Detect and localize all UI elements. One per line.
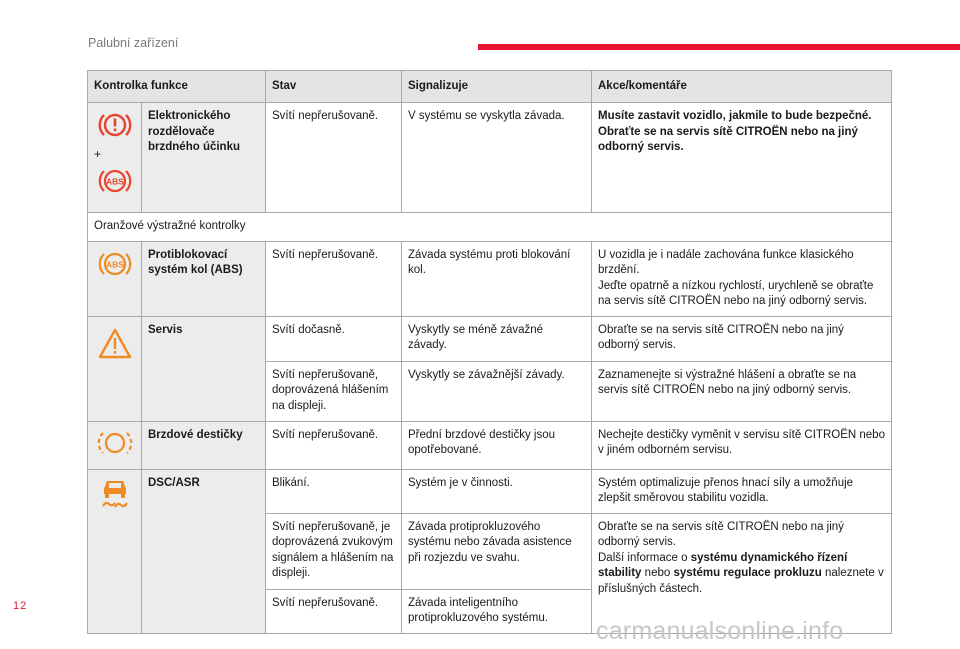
column-header: Akce/komentáře bbox=[592, 71, 892, 103]
svg-text:ABS: ABS bbox=[105, 176, 124, 187]
column-header: Stav bbox=[266, 71, 402, 103]
lamp-state: Blikání. bbox=[266, 469, 402, 513]
svg-text:ABS: ABS bbox=[105, 259, 124, 269]
section-row bbox=[88, 213, 892, 242]
table-row bbox=[88, 469, 892, 513]
abs-icon bbox=[97, 248, 133, 280]
lamp-signal: Závada inteligentního protiprokluzového systému. bbox=[402, 589, 592, 633]
watermark: carmanualsonline.info bbox=[596, 617, 844, 645]
lamp-state: Svítí nepřerušovaně, je doprovázená zvukovým signálem a hlášením na displeji. bbox=[266, 513, 402, 589]
lamp-signal: V systému se vyskytla závada. bbox=[402, 103, 592, 213]
brake-warning-icon bbox=[97, 109, 133, 141]
lamp-state: Svítí nepřerušovaně, doprovázená hlášením na displeji. bbox=[266, 361, 402, 421]
action-line: U vozidla je i nadále zachována funkce klasického brzdění. bbox=[598, 248, 854, 276]
lamp-name: Protiblokovací systém kol (ABS) bbox=[142, 241, 266, 316]
lamp-action bbox=[592, 513, 892, 633]
action-text: Další informace o bbox=[598, 551, 688, 564]
icon-cell bbox=[88, 469, 142, 633]
lamp-signal: Vyskytly se závažnější závady. bbox=[402, 361, 592, 421]
lamp-action: Systém optimalizuje přenos hnací síly a umožňuje zlepšit směrovou stabilitu vozidla. bbox=[592, 469, 892, 513]
lamp-signal: Závada protiprokluzového systému nebo závada asistence při rozjezdu ve svahu. bbox=[402, 513, 592, 589]
lamp-name: Servis bbox=[142, 316, 266, 421]
action-line: Obraťte se na servis sítě CITROËN nebo na jiný odborný servis. bbox=[598, 520, 844, 548]
action-line: Jeďte opatrně a nízkou rychlostí, urychleně se obraťte na servis sítě CITROËN nebo na jiný odborný servis. bbox=[598, 279, 874, 307]
action-text: nebo bbox=[644, 567, 671, 579]
lamp-action: Musíte zastavit vozidlo, jakmile to bude bezpečné. Obraťte se na servis sítě CITROËN nebo na jiný odborný servis. bbox=[592, 103, 892, 213]
lamp-action: Nechejte destičky vyměnit v servisu sítě CITROËN nebo v jiném odborném servisu. bbox=[592, 421, 892, 469]
lamp-signal: Závada systému proti blokování kol. bbox=[402, 241, 592, 316]
table-row bbox=[88, 241, 892, 316]
brake-pads-icon bbox=[97, 428, 133, 458]
lamp-state: Svítí dočasně. bbox=[266, 316, 402, 361]
abs-icon bbox=[97, 165, 133, 197]
lamp-action: Zaznamenejte si výstražné hlášení a obraťte se na servis sítě CITROËN nebo na jiný odborný servis. bbox=[592, 361, 892, 421]
page-number: 12 bbox=[13, 600, 28, 612]
lamp-state: Svítí nepřerušovaně. bbox=[266, 589, 402, 633]
service-warning-triangle-icon bbox=[97, 327, 133, 361]
table-row bbox=[88, 103, 892, 213]
action-text-bold: systému dynamického řízení stability bbox=[598, 551, 848, 579]
lamp-name: Brzdové destičky bbox=[142, 421, 266, 469]
table-row bbox=[88, 316, 892, 361]
action-text: naleznete v příslušných částech. bbox=[598, 567, 884, 595]
icon-cell bbox=[88, 316, 142, 421]
lamp-state: Svítí nepřerušovaně. bbox=[266, 421, 402, 469]
action-text-bold: systému regulace prokluzu bbox=[673, 567, 822, 579]
column-header: Kontrolka funkce bbox=[88, 71, 266, 103]
lamp-state: Svítí nepřerušovaně. bbox=[266, 103, 402, 213]
column-header: Signalizuje bbox=[402, 71, 592, 103]
header-accent-bar bbox=[478, 44, 960, 50]
plus-sign: + bbox=[94, 147, 102, 161]
lamp-name: DSC/ASR bbox=[142, 469, 266, 633]
section-title: Oranžové výstražné kontrolky bbox=[88, 213, 892, 242]
lamp-signal: Přední brzdové destičky jsou opotřebované. bbox=[402, 421, 592, 469]
lamp-action bbox=[592, 241, 892, 316]
table-header-row bbox=[88, 71, 892, 103]
action-line bbox=[598, 551, 885, 598]
warning-lamps-table bbox=[87, 70, 892, 634]
lamp-signal: Vyskytly se méně závažné závady. bbox=[402, 316, 592, 361]
lamp-state: Svítí nepřerušovaně. bbox=[266, 241, 402, 316]
lamp-signal: Systém je v činnosti. bbox=[402, 469, 592, 513]
lamp-name: Elektronického rozdělovače brzdného účinku bbox=[142, 103, 266, 213]
header-title: Palubní zařízení bbox=[88, 36, 179, 50]
icon-cell bbox=[88, 103, 142, 213]
table-row bbox=[88, 421, 892, 469]
lamp-action: Obraťte se na servis sítě CITROËN nebo na jiný odborný servis. bbox=[592, 316, 892, 361]
icon-cell bbox=[88, 421, 142, 469]
dsc-asr-skid-icon bbox=[97, 476, 133, 512]
icon-cell bbox=[88, 241, 142, 316]
